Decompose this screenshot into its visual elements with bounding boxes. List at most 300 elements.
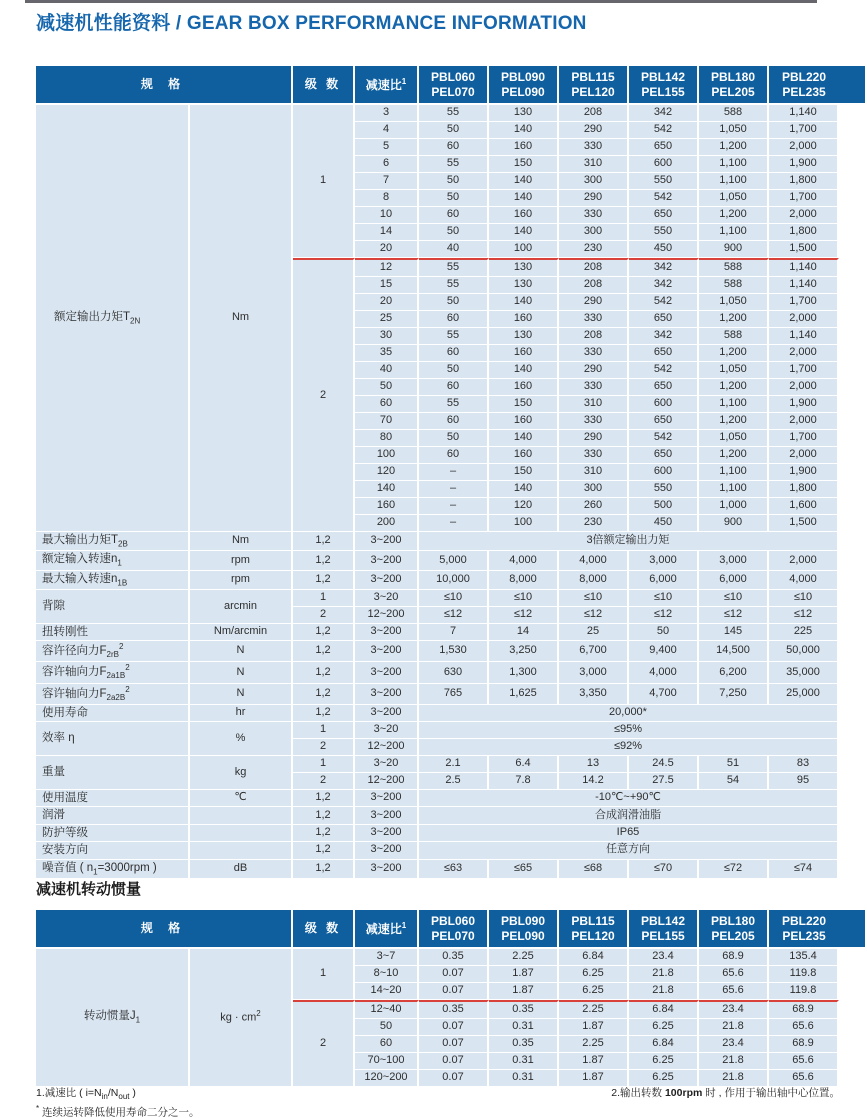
value-cell: 130: [489, 277, 559, 294]
ghost-cell: [839, 481, 865, 498]
model-header: PBL090 PEL090: [489, 910, 559, 949]
value-cell: 600: [629, 156, 699, 173]
inertia-table-body: [36, 949, 865, 1087]
stage-cell: 1,2: [293, 624, 355, 641]
value-cell: 650: [629, 207, 699, 224]
unit-cell: Nm: [190, 105, 293, 532]
value-cell: 6,200: [699, 662, 769, 683]
ratio-cell: 35: [355, 345, 419, 362]
value-cell: 342: [629, 258, 699, 277]
ratio-cell: 50: [355, 1019, 419, 1036]
unit-cell: %: [190, 722, 293, 756]
span-value-cell: 任意方向: [419, 842, 839, 859]
ratio-cell: 60: [355, 396, 419, 413]
stage-cell: 1,2: [293, 825, 355, 842]
ghost-cell: [839, 498, 865, 515]
value-cell: 23.4: [629, 949, 699, 966]
spec-label-cell: 背隙: [36, 590, 190, 624]
value-cell: 4,000: [489, 551, 559, 570]
ratio-column-header: 减速比$^1$: [355, 910, 419, 949]
value-cell: 119.8: [769, 983, 839, 1000]
value-cell: 3,350: [559, 684, 629, 705]
value-cell: 1,100: [699, 173, 769, 190]
ghost-cell: [839, 224, 865, 241]
ghost-cell: [839, 807, 865, 824]
value-cell: 21.8: [699, 1019, 769, 1036]
value-cell: 1,500: [769, 515, 839, 532]
value-cell: 1,200: [699, 447, 769, 464]
inertia-section-title: 减速机转动惯量: [36, 881, 142, 898]
value-cell: 225: [769, 624, 839, 641]
value-cell: 119.8: [769, 966, 839, 983]
ratio-cell: 7: [355, 173, 419, 190]
ghost-cell: [839, 842, 865, 859]
ghost-cell: [839, 662, 865, 683]
footnote-output-speed-note: 2.输出转数 100rpm 时 , 作用于输出轴中心位置。: [611, 1087, 840, 1099]
value-cell: 6.84: [629, 1000, 699, 1019]
value-cell: 2,000: [769, 379, 839, 396]
value-cell: 650: [629, 139, 699, 156]
value-cell: 54: [699, 773, 769, 790]
value-cell: 6.25: [629, 1070, 699, 1087]
value-cell: 1,900: [769, 396, 839, 413]
value-cell: 330: [559, 311, 629, 328]
value-cell: 650: [629, 379, 699, 396]
value-cell: 95: [769, 773, 839, 790]
value-cell: 1.87: [559, 1053, 629, 1070]
spec-label-cell: 容许轴向力$F_{2a2B}^2$: [36, 684, 190, 705]
value-cell: 50: [419, 190, 489, 207]
value-cell: 130: [489, 328, 559, 345]
ghost-cell: [839, 790, 865, 807]
ghost-cell: [839, 258, 865, 277]
ratio-cell: 140: [355, 481, 419, 498]
ratio-cell: 70~100: [355, 1053, 419, 1070]
value-cell: 21.8: [629, 966, 699, 983]
value-cell: 7,250: [699, 684, 769, 705]
ratio-cell: 3~200: [355, 641, 419, 662]
ghost-cell: [839, 447, 865, 464]
value-cell: 542: [629, 122, 699, 139]
stage-cell: 1,2: [293, 790, 355, 807]
value-cell: 8,000: [559, 571, 629, 590]
ratio-cell: 3~200: [355, 705, 419, 722]
value-cell: 50,000: [769, 641, 839, 662]
ghost-cell: [839, 241, 865, 258]
value-cell: 290: [559, 294, 629, 311]
ratio-cell: 6: [355, 156, 419, 173]
ratio-cell: 3~200: [355, 860, 419, 879]
value-cell: 600: [629, 396, 699, 413]
value-cell: 4,700: [629, 684, 699, 705]
ratio-cell: 20: [355, 241, 419, 258]
span-value-cell: 3倍额定输出力矩: [419, 532, 839, 551]
value-cell: 330: [559, 379, 629, 396]
value-cell: 300: [559, 173, 629, 190]
value-cell: 2,000: [769, 139, 839, 156]
value-cell: 160: [489, 207, 559, 224]
value-cell: 765: [419, 684, 489, 705]
stage-cell: 2: [293, 739, 355, 756]
ratio-column-header: 减速比$^1$: [355, 66, 419, 105]
value-cell: 6.25: [559, 966, 629, 983]
ghost-cell: [839, 156, 865, 173]
value-cell: 140: [489, 173, 559, 190]
ghost-cell: [839, 949, 865, 966]
ghost-cell: [839, 641, 865, 662]
value-cell: 300: [559, 224, 629, 241]
stage-cell: 1,2: [293, 641, 355, 662]
spec-label-cell: 噪音值 ( $n_1=3000rpm$ ): [36, 860, 190, 879]
value-cell: 2,000: [769, 345, 839, 362]
ratio-cell: 10: [355, 207, 419, 224]
value-cell: 1,800: [769, 173, 839, 190]
value-cell: 342: [629, 328, 699, 345]
performance-table-header: [36, 66, 865, 105]
stage-cell: 1,2: [293, 551, 355, 570]
value-cell: 630: [419, 662, 489, 683]
spec-label-cell: 最大输出力矩$T_{2B}$: [36, 532, 190, 551]
value-cell: 1,050: [699, 430, 769, 447]
value-cell: 588: [699, 258, 769, 277]
ratio-cell: 40: [355, 362, 419, 379]
unit-cell: Nm/arcmin: [190, 624, 293, 641]
value-cell: 0.35: [489, 1036, 559, 1053]
model-header: PBL142 PEL155: [629, 66, 699, 105]
value-cell: ≤65: [489, 860, 559, 879]
ratio-cell: 3~200: [355, 551, 419, 570]
unit-cell: Nm: [190, 532, 293, 551]
ghost-cell: [839, 328, 865, 345]
value-cell: 55: [419, 277, 489, 294]
ghost-cell: [839, 207, 865, 224]
value-cell: 68.9: [699, 949, 769, 966]
ghost-cell: [839, 311, 865, 328]
value-cell: 1,200: [699, 311, 769, 328]
ratio-cell: 25: [355, 311, 419, 328]
value-cell: 65.6: [769, 1053, 839, 1070]
ghost-cell: [839, 551, 865, 570]
value-cell: 68.9: [769, 1036, 839, 1053]
footnote-ratio-definition: 1.减速比 ( $i=N_{in}/N_{out}$ ): [36, 1087, 136, 1102]
value-cell: 3,250: [489, 641, 559, 662]
unit-cell: [190, 825, 293, 842]
ratio-cell: 160: [355, 498, 419, 515]
value-cell: 1,100: [699, 464, 769, 481]
value-cell: 65.6: [769, 1070, 839, 1087]
value-cell: 0.07: [419, 966, 489, 983]
ratio-cell: 3: [355, 105, 419, 122]
value-cell: 3,000: [559, 662, 629, 683]
value-cell: 1,700: [769, 122, 839, 139]
value-cell: 230: [559, 241, 629, 258]
value-cell: 0.35: [419, 949, 489, 966]
value-cell: 6.84: [629, 1036, 699, 1053]
stage-cell: 1: [293, 105, 355, 258]
ratio-cell: 3~200: [355, 807, 419, 824]
value-cell: 0.07: [419, 1070, 489, 1087]
stage-cell: 1: [293, 949, 355, 1000]
value-cell: 1,200: [699, 379, 769, 396]
ratio-cell: 3~200: [355, 842, 419, 859]
value-cell: 4,000: [559, 551, 629, 570]
ghost-cell: [839, 122, 865, 139]
ghost-cell: [839, 624, 865, 641]
value-cell: 50: [419, 173, 489, 190]
value-cell: 310: [559, 464, 629, 481]
footnotes: [36, 1086, 840, 1118]
value-cell: 650: [629, 311, 699, 328]
value-cell: 60: [419, 379, 489, 396]
ghost-cell: [839, 756, 865, 773]
value-cell: 6,000: [629, 571, 699, 590]
stage-cell: 1,2: [293, 807, 355, 824]
value-cell: 140: [489, 122, 559, 139]
value-cell: 23.4: [699, 1036, 769, 1053]
value-cell: 120: [489, 498, 559, 515]
value-cell: 1,700: [769, 294, 839, 311]
value-cell: 0.31: [489, 1019, 559, 1036]
ghost-cell: [839, 1053, 865, 1070]
value-cell: 100: [489, 515, 559, 532]
unit-cell: N: [190, 684, 293, 705]
value-cell: 14,500: [699, 641, 769, 662]
ghost-cell: [839, 825, 865, 842]
ghost-cell: [839, 983, 865, 1000]
spec-label-cell: 额定输出力矩$T_{2N}$: [36, 105, 190, 532]
value-cell: 542: [629, 294, 699, 311]
ratio-cell: 200: [355, 515, 419, 532]
value-cell: 4,000: [769, 571, 839, 590]
value-cell: 550: [629, 481, 699, 498]
spec-label-cell: 润滑: [36, 807, 190, 824]
stage-cell: 2: [293, 1000, 355, 1087]
value-cell: 145: [699, 624, 769, 641]
value-cell: 1,140: [769, 277, 839, 294]
ghost-cell: [839, 396, 865, 413]
value-cell: 542: [629, 362, 699, 379]
value-cell: 14.2: [559, 773, 629, 790]
value-cell: 1,140: [769, 328, 839, 345]
value-cell: 0.35: [419, 1000, 489, 1019]
value-cell: 10,000: [419, 571, 489, 590]
value-cell: 13: [559, 756, 629, 773]
spec-label-cell: 效率 η: [36, 722, 190, 756]
value-cell: ≤12: [769, 607, 839, 624]
value-cell: 50: [419, 362, 489, 379]
ratio-cell: 12~40: [355, 1000, 419, 1019]
value-cell: 1,200: [699, 413, 769, 430]
unit-cell: dB: [190, 860, 293, 879]
footnote-column-left: [36, 1086, 200, 1118]
value-cell: 50: [419, 430, 489, 447]
ghost-cell: [839, 413, 865, 430]
spec-label-cell: 安装方向: [36, 842, 190, 859]
ghost-cell: [839, 607, 865, 624]
stage-cell: 2: [293, 773, 355, 790]
value-cell: 290: [559, 430, 629, 447]
value-cell: 542: [629, 430, 699, 447]
ratio-cell: 120~200: [355, 1070, 419, 1087]
stage-cell: 1: [293, 722, 355, 739]
value-cell: 2,000: [769, 551, 839, 570]
ghost-cell: [839, 1036, 865, 1053]
value-cell: 65.6: [699, 983, 769, 1000]
inertia-table: [36, 910, 865, 1087]
value-cell: 300: [559, 481, 629, 498]
unit-cell: kg: [190, 756, 293, 790]
value-cell: 150: [489, 156, 559, 173]
value-cell: 260: [559, 498, 629, 515]
ghost-cell: [839, 705, 865, 722]
spec-label-cell: 额定输入转速$n_1$: [36, 551, 190, 570]
value-cell: 140: [489, 362, 559, 379]
spec-label-cell: 使用温度: [36, 790, 190, 807]
unit-cell: kg · $cm^2$: [190, 949, 293, 1087]
spec-label-cell: 最大输入转速$n_{1B}$: [36, 571, 190, 590]
stage-cell: 1: [293, 590, 355, 607]
value-cell: 160: [489, 345, 559, 362]
unit-cell: arcmin: [190, 590, 293, 624]
value-cell: 140: [489, 224, 559, 241]
value-cell: 130: [489, 258, 559, 277]
value-cell: 310: [559, 156, 629, 173]
value-cell: 1,900: [769, 464, 839, 481]
value-cell: 1,140: [769, 258, 839, 277]
value-cell: 600: [629, 464, 699, 481]
value-cell: 2,000: [769, 311, 839, 328]
value-cell: 650: [629, 345, 699, 362]
value-cell: 24.5: [629, 756, 699, 773]
ghost-cell: [839, 277, 865, 294]
value-cell: 6.84: [559, 949, 629, 966]
ratio-cell: 12~200: [355, 607, 419, 624]
ratio-cell: 12~200: [355, 773, 419, 790]
value-cell: 2.5: [419, 773, 489, 790]
ratio-cell: 3~200: [355, 825, 419, 842]
ratio-cell: 3~7: [355, 949, 419, 966]
stage-cell: 2: [293, 258, 355, 532]
ghost-cell: [839, 722, 865, 739]
value-cell: 25,000: [769, 684, 839, 705]
value-cell: 1,300: [489, 662, 559, 683]
ratio-cell: 8~10: [355, 966, 419, 983]
stage-cell: 1,2: [293, 860, 355, 879]
ghost-cell: [839, 966, 865, 983]
value-cell: ≤72: [699, 860, 769, 879]
value-cell: 7: [419, 624, 489, 641]
ghost-cell: [839, 1070, 865, 1087]
ratio-cell: 12~200: [355, 739, 419, 756]
span-value-cell: 合成润滑油脂: [419, 807, 839, 824]
value-cell: 21.8: [629, 983, 699, 1000]
value-cell: 1.87: [489, 966, 559, 983]
value-cell: 6,700: [559, 641, 629, 662]
value-cell: 1,100: [699, 396, 769, 413]
spec-column-header: 规 格: [36, 910, 293, 949]
value-cell: ≤12: [419, 607, 489, 624]
value-cell: ≤70: [629, 860, 699, 879]
value-cell: ≤12: [559, 607, 629, 624]
ghost-cell: [839, 345, 865, 362]
value-cell: 140: [489, 294, 559, 311]
ghost-cell: [839, 739, 865, 756]
value-cell: 55: [419, 258, 489, 277]
stage-cell: 1,2: [293, 662, 355, 683]
value-cell: 55: [419, 105, 489, 122]
value-cell: 1,700: [769, 430, 839, 447]
stage-cell: 1,2: [293, 571, 355, 590]
value-cell: 1,600: [769, 498, 839, 515]
value-cell: 50: [629, 624, 699, 641]
value-cell: 330: [559, 139, 629, 156]
ratio-cell: 4: [355, 122, 419, 139]
value-cell: 130: [489, 105, 559, 122]
value-cell: 0.07: [419, 1053, 489, 1070]
footnote-life-note: * 连续运转降低使用寿命二分之一。: [36, 1103, 200, 1118]
value-cell: 0.35: [489, 1000, 559, 1019]
value-cell: 5,000: [419, 551, 489, 570]
ghost-cell: [839, 173, 865, 190]
value-cell: 1,200: [699, 345, 769, 362]
stage-cell: 1,2: [293, 532, 355, 551]
value-cell: 1,050: [699, 362, 769, 379]
unit-cell: hr: [190, 705, 293, 722]
value-cell: 290: [559, 190, 629, 207]
span-value-cell: ≤95%: [419, 722, 839, 739]
value-cell: 1.87: [559, 1070, 629, 1087]
ghost-cell: [839, 190, 865, 207]
value-cell: ≤12: [489, 607, 559, 624]
value-cell: 60: [419, 447, 489, 464]
value-cell: 1,200: [699, 139, 769, 156]
value-cell: 1,700: [769, 362, 839, 379]
value-cell: ≤10: [419, 590, 489, 607]
value-cell: ≤63: [419, 860, 489, 879]
value-cell: 310: [559, 396, 629, 413]
value-cell: 6,000: [699, 571, 769, 590]
value-cell: 50: [419, 122, 489, 139]
ratio-cell: 60: [355, 1036, 419, 1053]
model-header: PBL220 PEL235: [769, 910, 865, 949]
value-cell: 55: [419, 396, 489, 413]
value-cell: 290: [559, 362, 629, 379]
ratio-cell: 3~200: [355, 662, 419, 683]
ratio-cell: 50: [355, 379, 419, 396]
value-cell: 140: [489, 430, 559, 447]
value-cell: 650: [629, 447, 699, 464]
value-cell: 100: [489, 241, 559, 258]
value-cell: 60: [419, 413, 489, 430]
unit-cell: N: [190, 662, 293, 683]
unit-cell: [190, 842, 293, 859]
value-cell: 0.07: [419, 1019, 489, 1036]
value-cell: 2,000: [769, 413, 839, 430]
scan-artifact-strip: [25, 0, 817, 3]
value-cell: 83: [769, 756, 839, 773]
value-cell: 4,000: [629, 662, 699, 683]
ghost-cell: [839, 773, 865, 790]
ratio-cell: 12: [355, 258, 419, 277]
value-cell: 160: [489, 447, 559, 464]
value-cell: ≤74: [769, 860, 839, 879]
spec-label-cell: 重量: [36, 756, 190, 790]
ratio-cell: 3~20: [355, 722, 419, 739]
value-cell: 1,100: [699, 224, 769, 241]
value-cell: 1,050: [699, 190, 769, 207]
value-cell: 588: [699, 277, 769, 294]
model-header: PBL180 PEL205: [699, 910, 769, 949]
